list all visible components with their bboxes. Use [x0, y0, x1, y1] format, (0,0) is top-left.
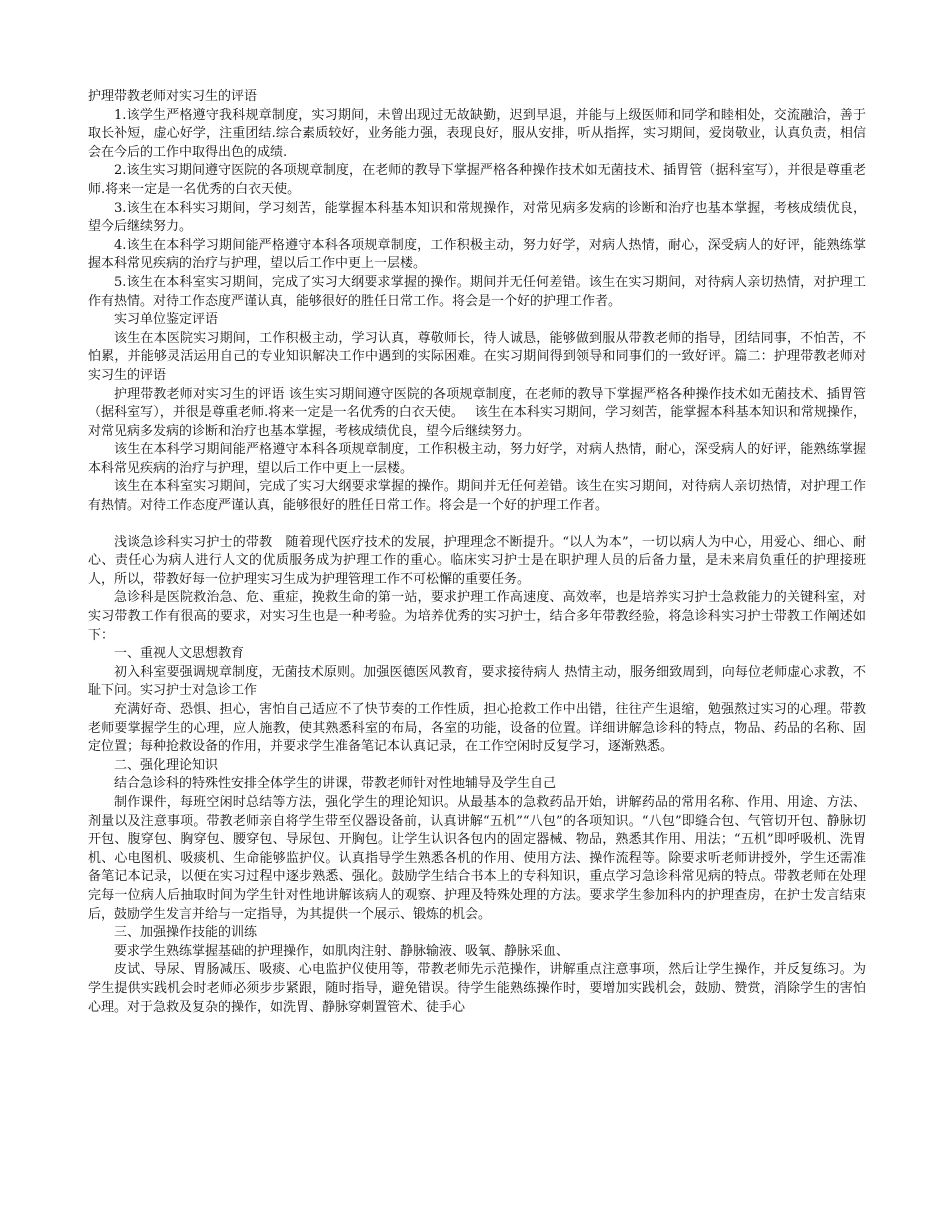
comment-paragraph-1: 1.该学生严格遵守我科规章制度，实习期间，未曾出现过无故缺勤，迟到早退，并能与上级医师和同学和睦相处，交流融洽，善于取长补短，虚心好学，注重团结.综合素质较好，业务能力强，表现良好，服从安排，听从指挥，实习期间，爱岗敬业，认真负责，相信会在今后的工作中取得出色的成绩. [88, 107, 866, 160]
humanistic-paragraph-1: 初入科室要强调规章制度，无菌技术原则。加强医德医风教育，要求接待病人 热情主动，服务细致周到，向每位老师虚心求教，不耻下问。实习护士对急诊工作 [88, 664, 866, 699]
document-title: 护理带教老师对实习生的评语 [88, 89, 258, 104]
document-page [88, 88, 866, 1017]
part-two-paragraph-2: 该生在本科学习期间能严格遵守本科各项规章制度，工作积极主动，努力好学，对病人热情，耐心，深受病人的好评，能熟练掌握本科常见疾病的治疗与护理，望以后工作中更上一层楼。 [88, 442, 866, 476]
skills-paragraph-1: 要求学生熟练掌握基础的护理操作，如肌肉注射、静脉输液、吸氧、静脉采血、 [114, 943, 570, 959]
skills-paragraph-2: 皮试、导尿、胃肠减压、吸痰、心电监护仪使用等，带教老师先示范操作，讲解重点注意事项，然后让学生操作，并反复练习。为学生提供实践机会时老师必须步步紧跟，随时指导，避免错误。待学生能熟练操作时，要增加实践机会，鼓励、赞赏，消除学生的害怕心理。对于急救及复杂的操作，如洗胃、静脉穿刺置管术、徒手心 [88, 962, 866, 1015]
section-heading-skills: 三、加强操作技能的训练 [114, 925, 258, 941]
emergency-dept-paragraph: 急诊科是医院救治急、危、重症，挽救生命的第一站，要求护理工作高速度、高效率，也是培养实习护士急救能力的关键科室，对实习带教工作有很高的要求，对实习生也是一种考验。为培养优秀的实习护士，结合多年带教经验，将急诊科实习护士带教工作阐述如下： [88, 590, 866, 643]
emergency-intro-paragraph: 浅谈急诊科实习护士的带教 随着现代医疗技术的发展，护理理念不断提升。“以人为本”，一切以病人为中心，用爱心、细心、耐心、责任心为病人进行人文的优质服务成为护理工作的重心。临床实习护士是在职护理人员的后备力量，是未来肩负重任的护理接班人，所以，带教好每一位护理实习生成为护理管理工作不可松懈的重要任务。 [88, 534, 866, 587]
comment-paragraph-5: 5.该生在本科室实习期间，完成了实习大纲要求掌握的操作。期间并无任何差错。该生在实习期间，对待病人亲切热情，对护理工作有热情。对待工作态度严谨认真，能够很好的胜任日常工作。将会是一个好的护理工作者。 [88, 274, 866, 309]
humanistic-paragraph-2: 充满好奇、恐惧、担心，害怕自己适应不了快节奏的工作性质，担心抢救工作中出错，往往产生退缩，勉强熬过实习的心理。带教老师要掌握学生的心理，应人施教，使其熟悉科室的布局，各室的功能，设备的位置。详细讲解急诊科的特点，物品、药品的名称、固定位置；每种抢救设备的作用，并要求学生准备笔记本认真记录，在工作空闲时反复学习，逐渐熟悉。 [88, 702, 866, 755]
theory-paragraph-1: 结合急诊科的特殊性安排全体学生的讲课，带教老师针对性地辅导及学生自己 [114, 776, 557, 792]
part-two-paragraph-3: 该生在本科室实习期间，完成了实习大纲要求掌握的操作。期间并无任何差错。该生在实习期间，对待病人亲切热情，对护理工作有热情。对待工作态度严谨认真，能够很好的胜任日常工作。将会是一个好的护理工作者。 [88, 479, 866, 514]
theory-paragraph-2: 制作课件，每班空闲时总结等方法，强化学生的理论知识。从最基本的急救药品开始，讲解药品的常用名称、作用、用途、方法、剂量以及注意事项。带教老师亲自将学生带至仪器设备前，认真讲解“五机”“八包”的各项知识。“八包”即缝合包、气管切开包、静脉切开包、腹穿包、胸穿包、腰穿包、导尿包、开胸包。让学生认识各包内的固定器械、物品，熟悉其作用、用法；“五机”即呼吸机、洗胃机、心电图机、吸痰机、生命能够监护仪。认真指导学生熟悉各机的作用、使用方法、操作流程等。除要求听老师讲授外，学生还需准备笔记本记录，以便在实习过程中逐步熟悉、强化。鼓励学生结合书本上的专科知识，重点学习急诊科常见病的特点。带教老师在处理完每一位病人后抽取时间为学生针对性地讲解该病人的观察、护理及特殊处理的方法。要求学生参加科内的护理查房，在护士发言结束后，鼓励学生发言并给与一定指导，为其提供一个展示、锻炼的机会。 [88, 794, 866, 922]
comment-paragraph-4: 4.该生在本科学习期间能严格遵守本科各项规章制度，工作积极主动，努力好学，对病人热情，耐心，深受病人的好评，能熟练掌握本科常见疾病的治疗与护理，望以后工作中更上一层楼。 [88, 237, 866, 272]
section-heading-theory: 二、强化理论知识 [114, 757, 219, 773]
section-heading-humanistic: 一、重视人文思想教育 [114, 646, 245, 662]
comment-paragraph-3: 3.该生在本科实习期间，学习刻苦，能掌握本科基本知识和常规操作，对常见病多发病的诊断和治疗也基本掌握，考核成绩优良，望今后继续努力。 [88, 200, 866, 235]
comment-paragraph-2: 2.该生实习期间遵守医院的各项规章制度，在老师的教导下掌握严格各种操作技术如无菌技术、插胃管（据科室写），并很是尊重老师.将来一定是一名优秀的白衣天使。 [88, 163, 866, 197]
unit-appraisal-paragraph: 该生在本医院实习期间，工作积极主动，学习认真，尊敬师长，待人诚恳，能够做到服从带教老师的指导，团结同事，不怕苦，不怕累，并能够灵活运用自己的专业知识解决工作中遇到的实际困难。在实习期间得到领导和同事们的一致好评。篇二：护理带教老师对实习生的评语 [88, 330, 866, 383]
part-two-paragraph-1: 护理带教老师对实习生的评语 该生实习期间遵守医院的各项规章制度，在老师的教导下掌握严格各种操作技术如无菌技术、插胃管（据科室写），并很是尊重老师.将来一定是一名优秀的白衣天使。 该生在本科实习期间，学习刻苦，能掌握本科基本知识和常规操作，对常见病多发病的诊断和治疗也基本掌握，考核成绩优良，望今后继续努力。 [88, 386, 866, 439]
section-heading-unit-appraisal: 实习单位鉴定评语 [114, 312, 219, 328]
